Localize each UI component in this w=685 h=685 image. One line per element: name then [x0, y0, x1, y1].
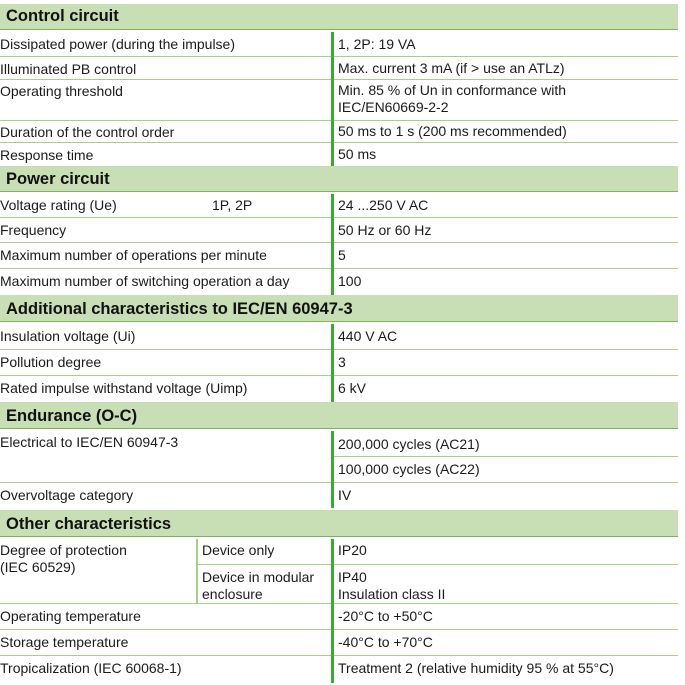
section-header-other-characteristics [0, 510, 678, 537]
section-title: Power circuit [6, 170, 110, 188]
row-value: 5 [338, 247, 346, 263]
row-value-ac22: 100,000 cycles (AC22) [338, 461, 480, 477]
row-operating-threshold [0, 80, 678, 121]
row-label: Storage temperature [0, 634, 129, 650]
row-insulation-voltage [0, 324, 678, 350]
row-label: Response time [0, 147, 94, 163]
column-separator-other [331, 539, 334, 683]
row-tropicalization [0, 656, 678, 683]
row-label: Frequency [0, 222, 67, 238]
section-header-control-circuit [0, 4, 678, 30]
row-value: 50 ms [338, 146, 377, 162]
row-value: Max. current 3 mA (if > use an ATLz) [338, 60, 565, 76]
section-header-power-circuit [0, 166, 678, 192]
row-response-time [0, 143, 678, 166]
row-frequency [0, 218, 678, 243]
row-label: Tropicalization (IEC 60068-1) [0, 660, 182, 676]
row-label-line2: (IEC 60529) [0, 559, 76, 575]
row-value-insulation-class: Insulation class II [338, 586, 446, 602]
row-label: Illuminated PB control [0, 61, 137, 77]
row-degree-of-protection [0, 539, 678, 604]
row-storage-temperature [0, 630, 678, 656]
section-title: Additional characteristics to IEC/EN 60947-3 [6, 300, 353, 318]
column-separator-control [331, 32, 334, 166]
row-value-ip40: IP40 [338, 569, 367, 585]
row-dissipated-power [0, 32, 678, 57]
row-illuminated-pb [0, 57, 678, 80]
row-value: -40°C to +70°C [338, 634, 433, 650]
row-inner-divider [334, 456, 678, 457]
row-value: 24 ...250 V AC [338, 197, 429, 213]
row-label: Overvoltage category [0, 487, 134, 503]
column-separator-power [331, 194, 334, 295]
row-overvoltage-category [0, 483, 678, 508]
row-operating-temperature [0, 604, 678, 630]
row-impulse-withstand [0, 376, 678, 402]
row-label: Duration of the control order [0, 124, 175, 140]
row-value: 440 V AC [338, 328, 398, 344]
row-value: 6 kV [338, 380, 367, 396]
row-label: Operating temperature [0, 608, 141, 624]
section-title: Control circuit [6, 7, 119, 25]
row-value: IV [338, 487, 352, 503]
row-duration-control-order [0, 121, 678, 143]
row-sublabel-modular-line2: enclosure [202, 586, 263, 602]
row-voltage-rating [0, 194, 678, 218]
row-label: Maximum number of operations per minute [0, 247, 267, 263]
section-header-endurance [0, 402, 678, 429]
row-label: Dissipated power (during the impulse) [0, 36, 235, 52]
row-sublabel-modular-line1: Device in modular [202, 569, 315, 585]
section-title: Other characteristics [6, 515, 172, 533]
column-separator-protection-sub [196, 539, 198, 604]
row-pollution-degree [0, 350, 678, 376]
row-value-line2: IEC/EN60669-2-2 [338, 99, 449, 115]
row-sublabel: 1P, 2P [212, 197, 253, 213]
row-label: Operating threshold [0, 83, 123, 99]
row-label: Insulation voltage (Ui) [0, 328, 136, 344]
row-inner-divider-protection [198, 564, 678, 565]
column-separator-additional [331, 324, 334, 402]
row-label: Voltage rating (Ue) [0, 197, 117, 213]
section-header-additional-characteristics [0, 295, 678, 322]
row-label: Pollution degree [0, 354, 102, 370]
row-value: 50 ms to 1 s (200 ms recommended) [338, 123, 567, 139]
row-operations-per-day [0, 269, 678, 295]
row-label: Maximum number of switching operation a day [0, 273, 290, 289]
row-operations-per-minute [0, 243, 678, 269]
row-value: 3 [338, 354, 346, 370]
row-electrical-endurance [0, 431, 678, 483]
row-value-ac21: 200,000 cycles (AC21) [338, 436, 480, 452]
row-value: Treatment 2 (relative humidity 95 % at 55°C) [338, 660, 614, 676]
row-sublabel-device-only: Device only [202, 542, 275, 558]
row-value: 50 Hz or 60 Hz [338, 222, 432, 238]
row-value-line1: Min. 85 % of Un in conformance with [338, 82, 566, 98]
row-value: -20°C to +50°C [338, 608, 433, 624]
row-value-ip20: IP20 [338, 542, 367, 558]
row-label-line1: Degree of protection [0, 542, 127, 558]
row-label: Rated impulse withstand voltage (Uimp) [0, 380, 248, 396]
column-separator-endurance [331, 431, 334, 508]
row-value: 100 [338, 273, 362, 289]
row-label: Electrical to IEC/EN 60947-3 [0, 434, 179, 450]
section-title: Endurance (O-C) [6, 407, 138, 425]
row-value: 1, 2P: 19 VA [338, 36, 416, 52]
